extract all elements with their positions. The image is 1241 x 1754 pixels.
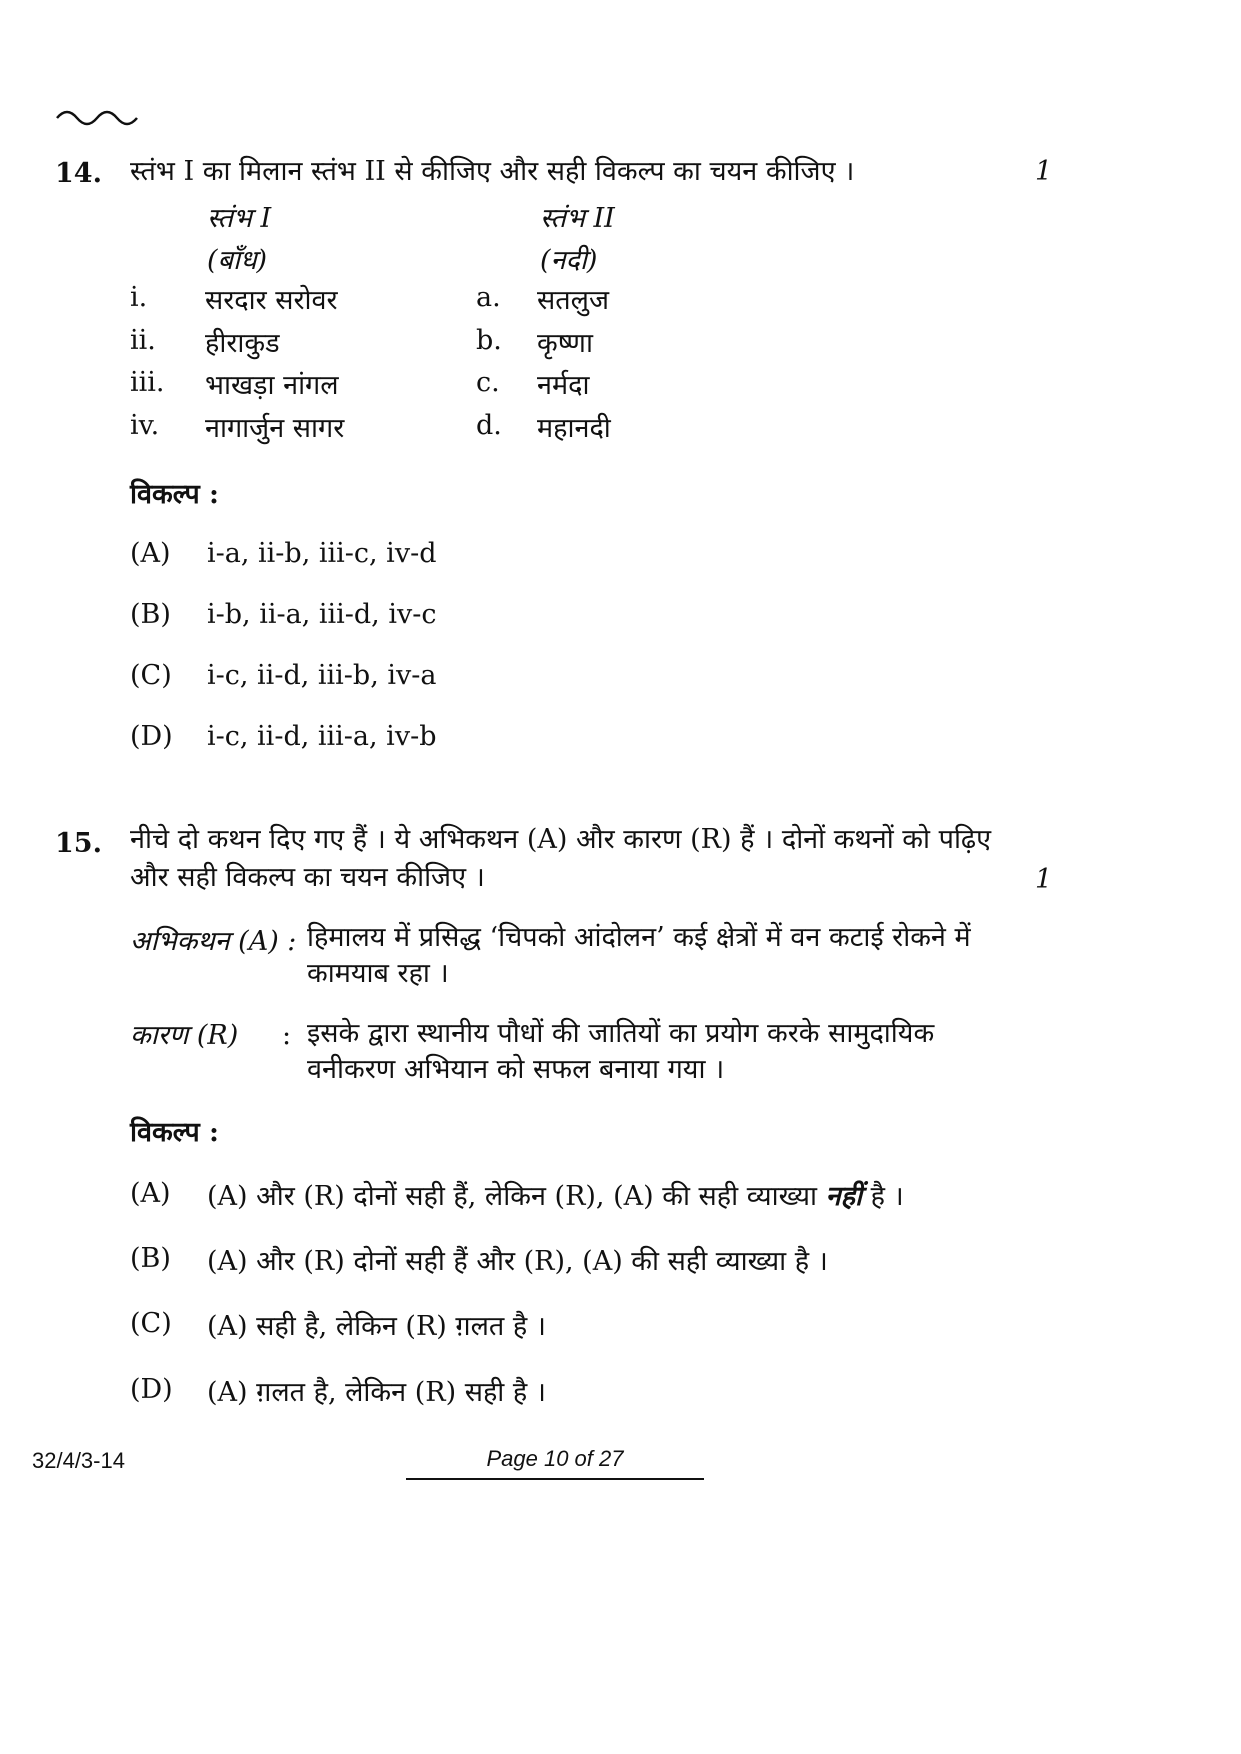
row-4-letter: d. [476,410,502,441]
options-heading-14: विकल्प : [130,479,220,510]
row-3-letter: c. [476,367,500,398]
question-14-text: स्तंभ I का मिलान स्तंभ II से कीजिए और सही विकल्प का चयन कीजिए । [130,156,855,187]
row-3-dam: भाखड़ा नांगल [205,370,339,401]
option-15-b-text[interactable]: (A) और (R) दोनों सही हैं और (R), (A) की सही व्याख्या है । [207,1246,828,1277]
assertion-line-2: कामयाब रहा । [307,958,449,989]
option-14-c-label[interactable]: (C) [130,660,172,691]
option-15-a-emphasis: नहीं [825,1181,862,1212]
marks-14: 1 [1035,156,1053,187]
option-15-c-text[interactable]: (A) सही है, लेकिन (R) ग़लत है । [207,1311,547,1342]
reason-label: कारण (R) [130,1020,239,1051]
option-14-d-text[interactable]: i-c, ii-d, iii-a, iv-b [207,721,437,752]
marks-15: 1 [1035,864,1053,895]
column-2-subheading: (नदी) [540,245,598,276]
reason-line-1: इसके द्वारा स्थानीय पौधों की जातियों का प्रयोग करके सामुदायिक [307,1018,935,1049]
row-1-river: सतलुज [537,285,609,316]
page-number: Page 10 of 27 [486,1446,624,1471]
option-14-d-label[interactable]: (D) [130,721,173,752]
assertion-label: अभिकथन (A) : [130,926,297,957]
question-number-14: 14. [55,158,102,189]
option-15-a-label[interactable]: (A) [130,1178,171,1209]
row-2-river: कृष्णा [537,328,593,359]
row-4-dam: नागार्जुन सागर [205,413,345,444]
column-1-subheading: (बाँध) [207,245,268,276]
row-1-dam: सरदार सरोवर [205,285,338,316]
reason-colon: : [282,1020,292,1051]
row-2-number: ii. [130,325,156,356]
option-15-c-label[interactable]: (C) [130,1308,172,1339]
row-4-number: iv. [130,410,160,441]
assertion-line-1: हिमालय में प्रसिद्ध ‘चिपको आंदोलन’ कई क्षेत्रों में वन कटाई रोकने में [307,922,971,953]
option-14-a-text[interactable]: i-a, ii-b, iii-c, iv-d [207,538,437,569]
option-15-b-label[interactable]: (B) [130,1243,171,1274]
options-heading-15: विकल्प : [130,1117,220,1148]
option-14-c-text[interactable]: i-c, ii-d, iii-b, iv-a [207,660,437,691]
column-1-heading: स्तंभ I [207,203,272,234]
row-2-letter: b. [476,325,502,356]
question-15-line-1: नीचे दो कथन दिए गए हैं । ये अभिकथन (A) और कारण (R) हैं । दोनों कथनों को पढ़िए [130,824,992,855]
row-2-dam: हीराकुड [205,328,280,359]
option-15-a-text-end: है । [870,1181,904,1212]
footer-divider [406,1478,704,1480]
option-15-d-text[interactable]: (A) ग़लत है, लेकिन (R) सही है । [207,1377,547,1408]
question-number-15: 15. [55,828,102,859]
option-14-b-label[interactable]: (B) [130,599,171,630]
question-15-line-2: और सही विकल्प का चयन कीजिए । [130,862,485,893]
column-2-heading: स्तंभ II [540,203,615,234]
paper-code: 32/4/3-14 [32,1448,125,1473]
option-14-b-text[interactable]: i-b, ii-a, iii-d, iv-c [207,599,437,630]
row-3-number: iii. [130,367,165,398]
reason-line-2: वनीकरण अभियान को सफल बनाया गया । [307,1054,725,1085]
row-4-river: महानदी [537,413,611,444]
row-1-letter: a. [476,282,501,313]
row-1-number: i. [130,282,148,313]
option-15-a-text-start: (A) और (R) दोनों सही हैं, लेकिन (R), (A) की सही व्याख्या [207,1181,818,1212]
option-14-a-label[interactable]: (A) [130,538,171,569]
option-15-a-text[interactable] [207,1176,904,1213]
row-3-river: नर्मदा [537,370,590,401]
option-15-d-label[interactable]: (D) [130,1374,173,1405]
wave-mark-icon [55,100,145,130]
